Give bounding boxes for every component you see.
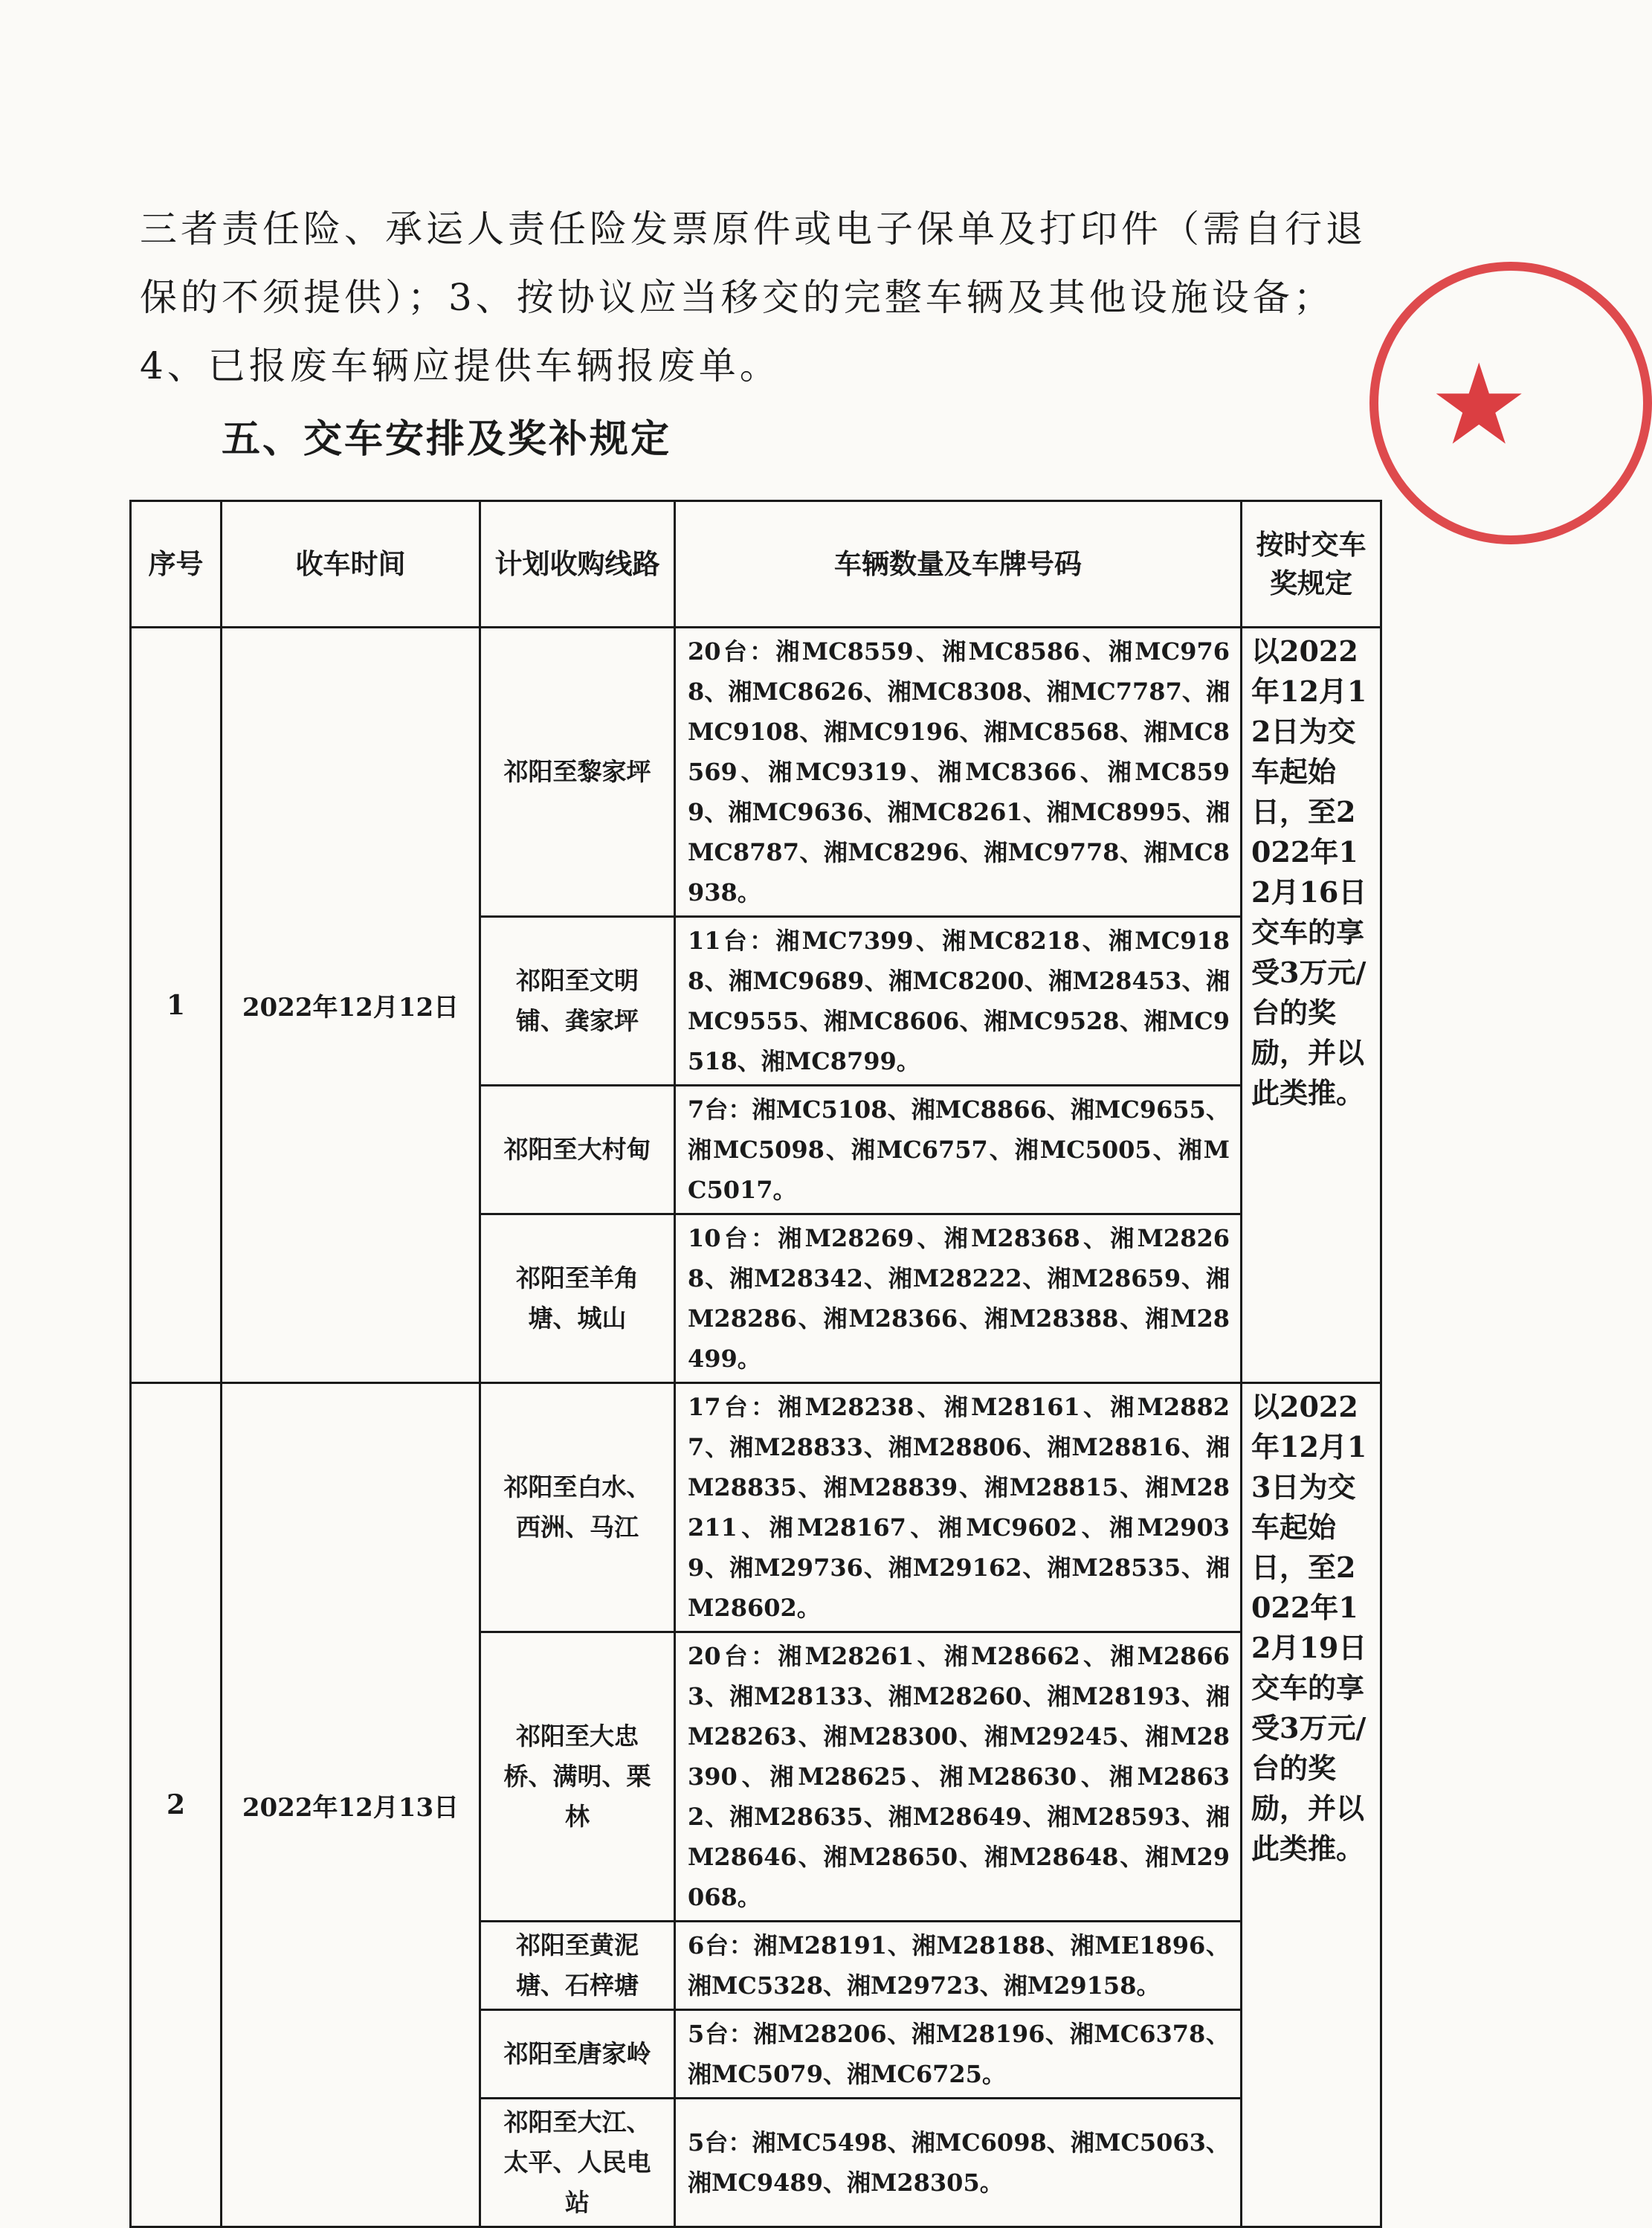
- vehicles-cell: 20台：湘MC8559、湘MC8586、湘MC9768、湘MC8626、湘MC8308、湘MC7787、湘MC9108、湘MC9196、湘MC8568、湘MC8569、湘MC9319、湘MC8366、湘MC8599、湘MC9636、湘MC8261、湘MC8995、湘MC8787、湘MC8296、湘MC9778、湘MC8938。: [675, 628, 1242, 917]
- route-cell: 祁阳至黄泥塘、石梓塘: [480, 1922, 675, 2010]
- vehicles-cell: 10台：湘M28269、湘M28368、湘M28268、湘M28342、湘M28222、湘M28659、湘M28286、湘M28366、湘M28388、湘M28499。: [675, 1214, 1242, 1383]
- header-date: 收车时间: [222, 501, 480, 628]
- vehicles-cell: 11台：湘MC7399、湘MC8218、湘MC9188、湘MC9689、湘MC8200、湘M28453、湘MC9555、湘MC8606、湘MC9528、湘MC9518、湘MC8799。: [675, 917, 1242, 1086]
- seq-cell: 1: [131, 628, 222, 1383]
- vehicles-cell: 5台：湘MC5498、湘MC6098、湘MC5063、湘MC9489、湘M28305。: [675, 2099, 1242, 2227]
- header-reward: 按时交车奖规定: [1242, 501, 1381, 628]
- vehicles-cell: 20台：湘M28261、湘M28662、湘M28663、湘M28133、湘M28260、湘M28193、湘M28263、湘M28300、湘M29245、湘M28390、湘M28625、湘M28630、湘M28632、湘M28635、湘M28649、湘M28593、湘M28646、湘M28650、湘M28648、湘M29068。: [675, 1632, 1242, 1922]
- route-cell: 祁阳至白水、西洲、马江: [480, 1383, 675, 1632]
- route-cell: 祁阳至大村甸: [480, 1086, 675, 1214]
- table-row: [131, 1383, 1381, 1632]
- date-cell: 2022年12月12日: [222, 628, 480, 1383]
- route-cell: 祁阳至大忠桥、满明、栗林: [480, 1632, 675, 1922]
- seq-cell: 2: [131, 1383, 222, 2227]
- star-icon: ★: [1429, 341, 1529, 470]
- vehicles-cell: 7台：湘MC5108、湘MC8866、湘MC9655、湘MC5098、湘MC6757、湘MC5005、湘MC5017。: [675, 1086, 1242, 1214]
- route-cell: 祁阳至黎家坪: [480, 628, 675, 917]
- table-header-row: [131, 501, 1381, 628]
- intro-paragraph: 三者责任险、承运人责任险发票原件或电子保单及打印件（需自行退保的不须提供）；3、按协议应当移交的完整车辆及其他设施设备；4、已报废车辆应提供车辆报废单。: [140, 207, 1367, 387]
- header-seq: 序号: [131, 501, 222, 628]
- route-cell: 祁阳至大江、太平、人民电站: [480, 2099, 675, 2227]
- header-route: 计划收购线路: [480, 501, 675, 628]
- reward-cell: 以2022年12月13日为交车起始日，至2022年12月19日交车的享受3万元/台的奖励，并以此类推。: [1242, 1383, 1381, 2227]
- section-heading: 五、交车安排及奖补规定: [222, 417, 672, 462]
- delivery-schedule-table: [129, 500, 1382, 2228]
- vehicles-cell: 6台：湘M28191、湘M28188、湘ME1896、湘MC5328、湘M29723、湘M29158。: [675, 1922, 1242, 2010]
- vehicles-cell: 5台：湘M28206、湘M28196、湘MC6378、湘MC5079、湘MC6725。: [675, 2010, 1242, 2099]
- header-vehicles: 车辆数量及车牌号码: [675, 501, 1242, 628]
- date-cell: 2022年12月13日: [222, 1383, 480, 2227]
- table-row: [131, 628, 1381, 917]
- reward-cell: 以2022年12月12日为交车起始日，至2022年12月16日交车的享受3万元/台的奖励，并以此类推。: [1242, 628, 1381, 1383]
- vehicles-cell: 17台：湘M28238、湘M28161、湘M28827、湘M28833、湘M28806、湘M28816、湘M28835、湘M28839、湘M28815、湘M28211、湘M28167、湘MC9602、湘M29039、湘M29736、湘M29162、湘M28535、湘M28602。: [675, 1383, 1242, 1632]
- route-cell: 祁阳至文明铺、龚家坪: [480, 917, 675, 1086]
- route-cell: 祁阳至唐家岭: [480, 2010, 675, 2099]
- route-cell: 祁阳至羊角塘、城山: [480, 1214, 675, 1383]
